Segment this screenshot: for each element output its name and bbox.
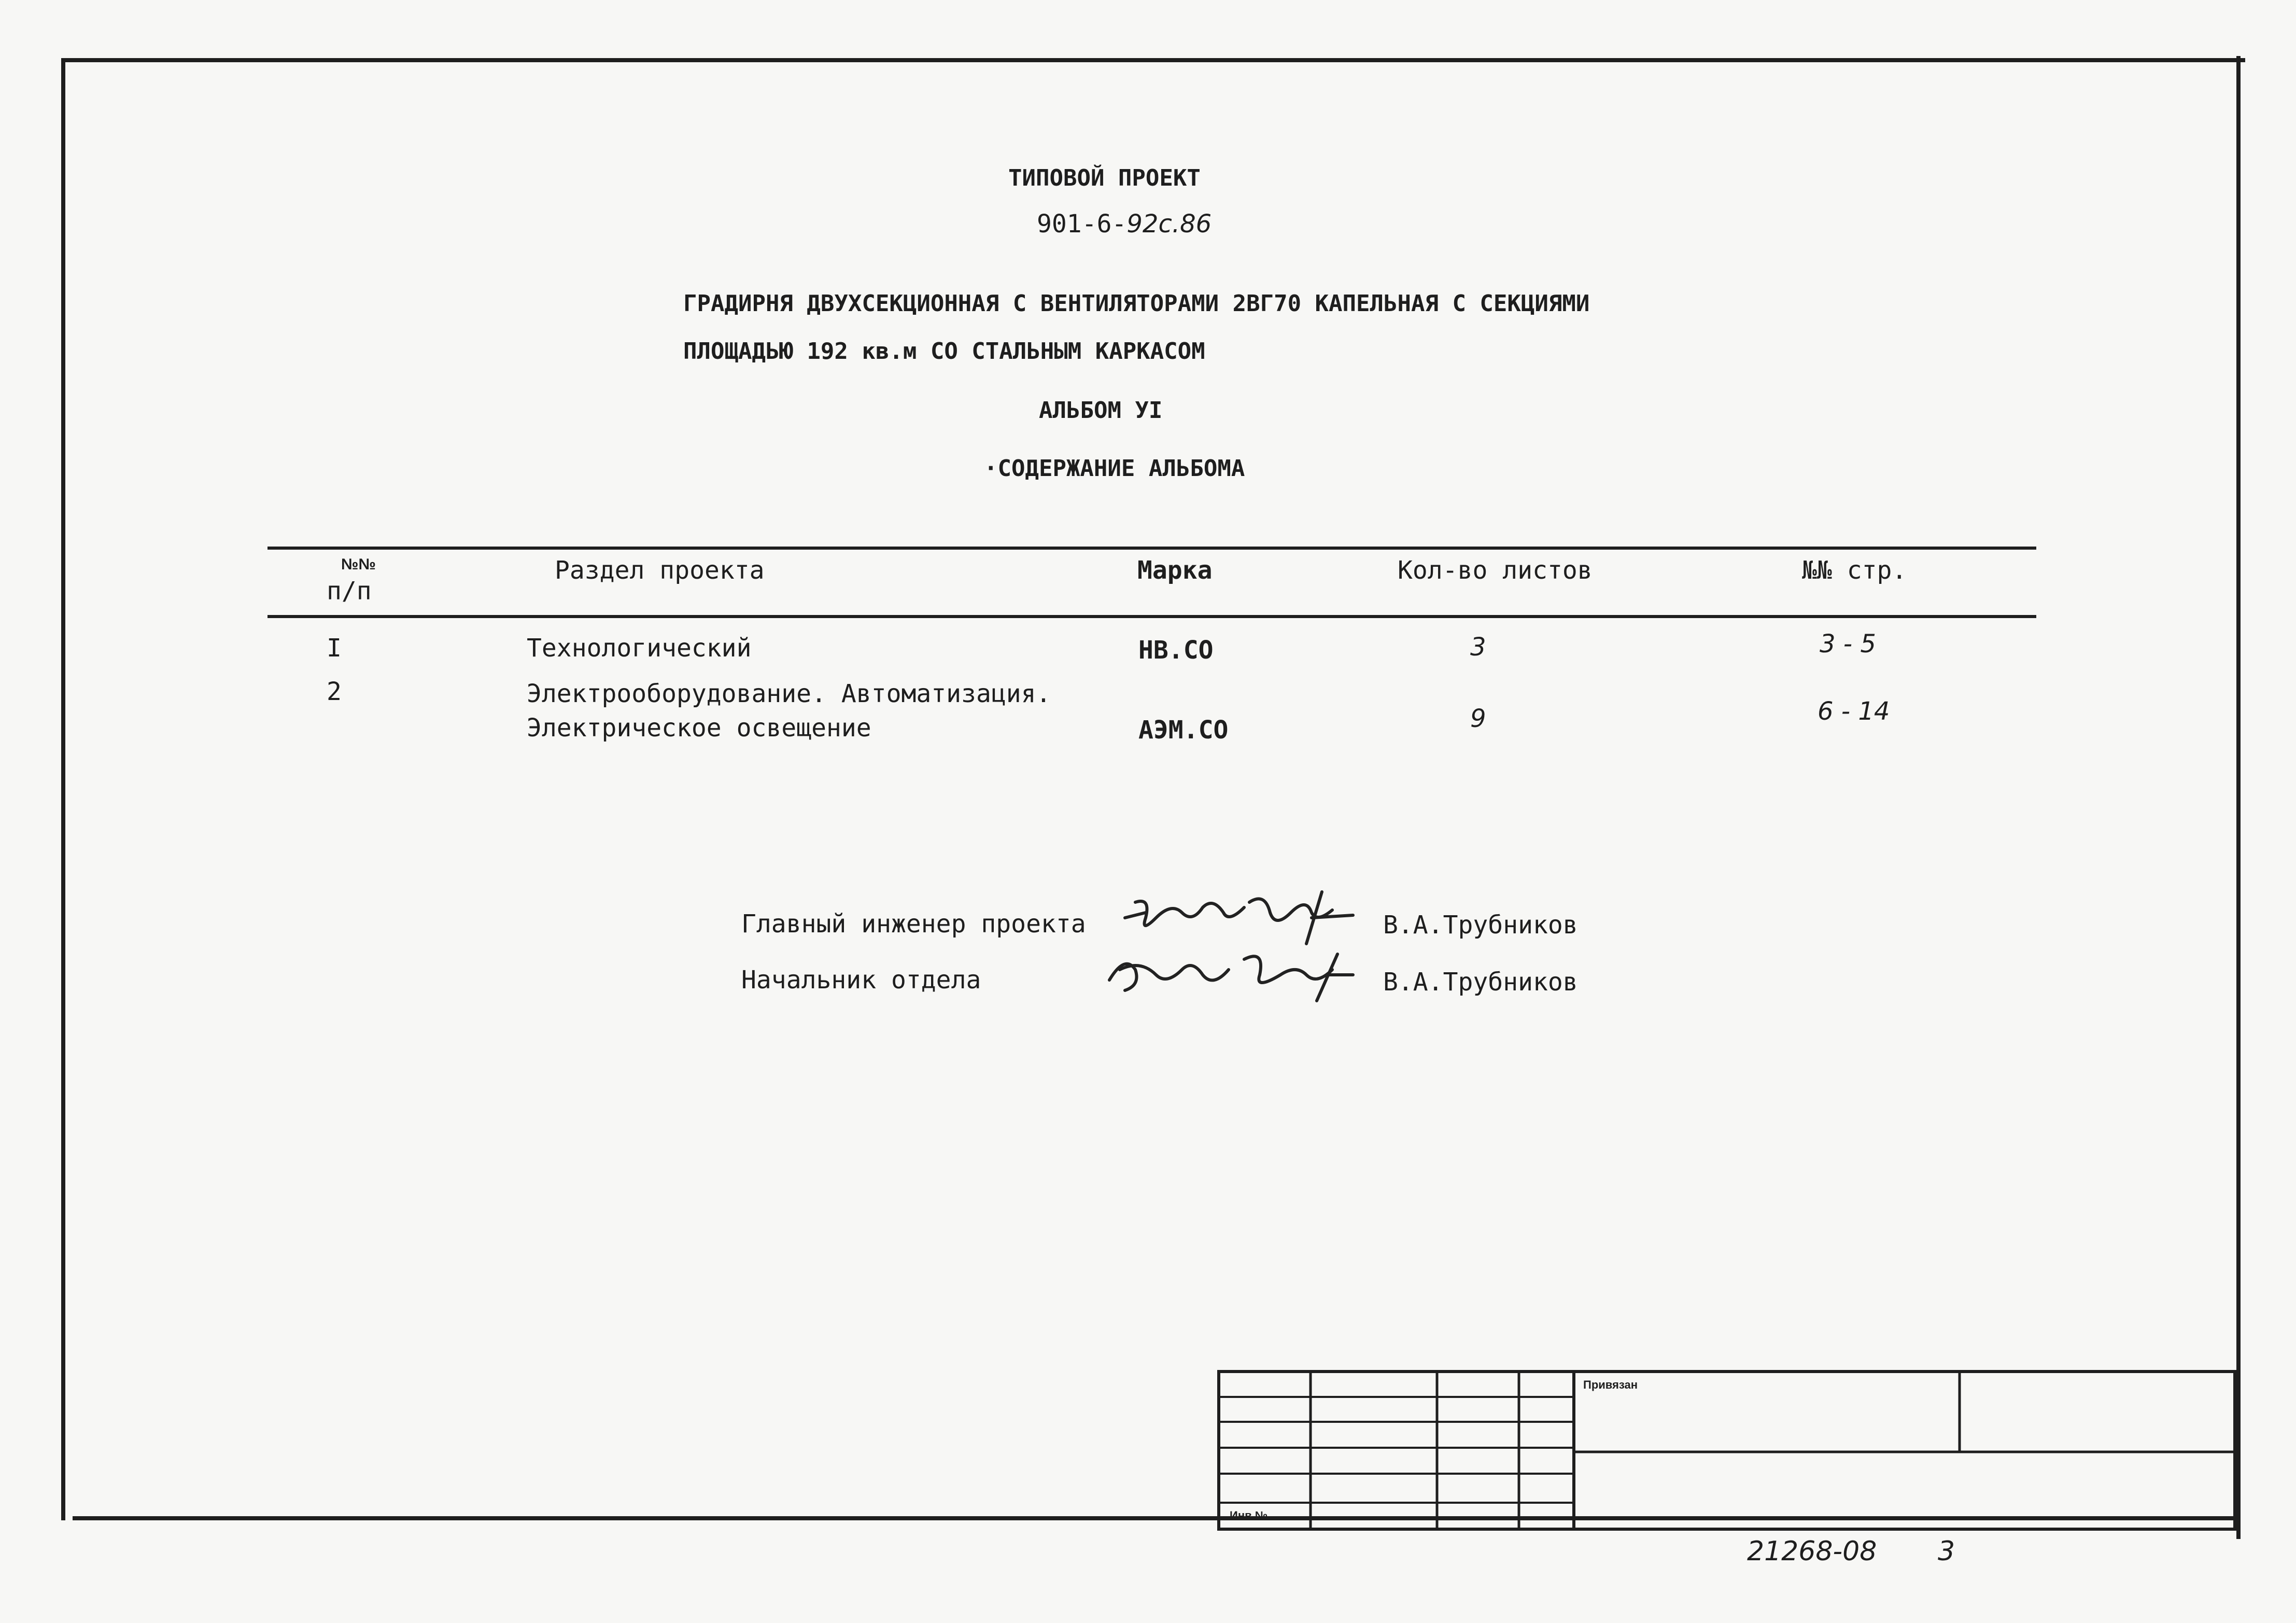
col-header-section: Раздел проекта <box>555 556 765 585</box>
col-header-mark: Марка <box>1137 556 1213 585</box>
row-num: 2 <box>327 677 342 706</box>
col-header-pages: №№ стр. <box>1802 556 1907 585</box>
row-section-line1: Электрооборудование. Автоматизация. <box>527 679 1051 708</box>
col-header-sheets: Кол-во листов <box>1398 556 1593 585</box>
signature-role: Начальник отдела <box>741 966 981 995</box>
stamp-inventory-label: Инв № <box>1230 1509 1268 1522</box>
row-sheets: 9 <box>1470 704 1486 733</box>
frame-left-border <box>61 58 65 1520</box>
title-block-grid <box>1217 1370 2236 1531</box>
project-number-handwritten: 92с.86 <box>1126 209 1212 239</box>
col-header-num-line2: п/п <box>327 577 372 606</box>
album-heading: АЛЬБОМ УI <box>1039 397 1163 424</box>
stamp-privyazan-label: Привязан <box>1583 1378 1638 1391</box>
row-num: I <box>327 634 342 663</box>
row-section-line2: Электрическое освещение <box>527 713 871 743</box>
signature-role: Главный инженер проекта <box>741 910 1086 939</box>
project-number <box>1037 209 1212 239</box>
page-number: 3 <box>1938 1536 1955 1567</box>
frame-top-border <box>61 58 2245 62</box>
signature-name: В.А.Трубников <box>1383 968 1578 997</box>
contents-title: ·СОДЕРЖАНИЕ АЛЬБОМА <box>984 455 1245 482</box>
row-pages: 3 - 5 <box>1820 629 1876 659</box>
project-number-typed: 901-6- <box>1037 209 1127 239</box>
frame-right-border <box>2236 56 2241 1539</box>
document-title-line1: ГРАДИРНЯ ДВУХСЕКЦИОННАЯ С ВЕНТИЛЯТОРАМИ 2ВГ70 КАПЕЛЬНАЯ С СЕКЦИЯМИ <box>683 290 1590 317</box>
row-section: Технологический <box>527 634 752 663</box>
row-pages: 6 - 14 <box>1818 697 1890 726</box>
document-title-line2: ПЛОЩАДЬЮ 192 кв.м СО СТАЛЬНЫМ КАРКАСОМ <box>683 338 1205 365</box>
table-header-rule <box>267 615 2036 618</box>
title-block-stamp <box>1217 1370 2236 1531</box>
col-header-num-line1: №№ <box>341 556 376 573</box>
project-type-heading: ТИПОВОЙ ПРОЕКТ <box>1008 165 1201 191</box>
row-mark: НВ.СО <box>1138 636 1214 665</box>
table-top-rule <box>267 547 2036 550</box>
document-code: 21268-08 <box>1747 1536 1877 1567</box>
handwritten-signature-image <box>1094 939 1363 1006</box>
row-sheets: 3 <box>1470 633 1486 662</box>
signature-name: В.А.Трубников <box>1383 911 1578 940</box>
row-mark: АЭМ.СО <box>1138 716 1229 745</box>
